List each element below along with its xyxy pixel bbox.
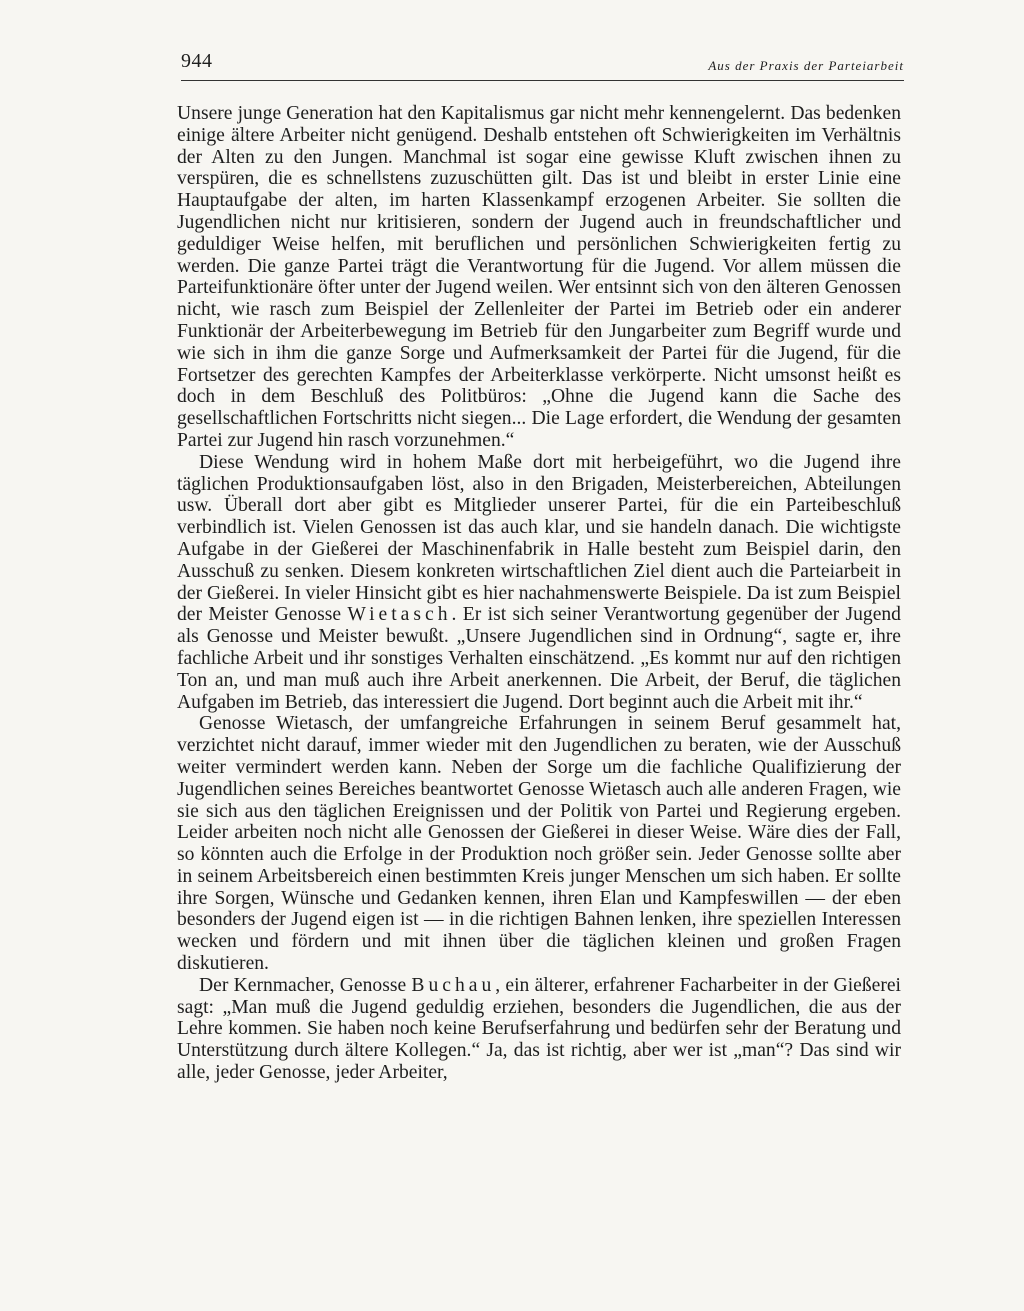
header-rule	[181, 80, 904, 81]
article-body	[177, 103, 901, 1084]
running-head: Aus der Praxis der Parteiarbeit	[708, 58, 904, 73]
name-wietasch: Wietasch	[347, 604, 452, 626]
paragraph-1: Unsere junge Generation hat den Kapitalismus gar nicht mehr kennengelernt. Das bedenken einige ältere Arbeiter nicht genügend. Deshalb entstehen oft Schwierigkeiten im Verhältnis der Alten zu den Jungen. Manchmal ist sogar eine gewisse Kluft zwischen ihnen zu verspüren, die es schnellstens zuzuschütten gilt. Das ist und bleibt in erster Linie eine Hauptaufgabe der alten, im harten Klassenkampf erzogenen Arbeiter. Sie sollten die Jugendlichen nicht nur kritisieren, sondern der Jugend auch in freundschaftlicher und geduldiger Weise helfen, mit beruflichen und persönlichen Schwierigkeiten fertig zu werden. Die ganze Partei trägt die Verantwortung für die Jugend. Vor allem müssen die Parteifunktionäre öfter unter der Jugend weilen. Wer entsinnt sich von den älteren Genossen nicht, wie rasch zum Beispiel der Zellenleiter der Partei im Betrieb oder ein anderer Funktionär der Arbeiterbewegung im Betrieb für den Jungarbeiter zum Begriff wurde und wie sich in ihm die ganze Sorge und Aufmerksamkeit der Partei für die Jugend, für die Fortsetzer des gerechten Kampfes der Arbeiterklasse verkörperte. Nicht umsonst heißt es doch in dem Beschluß des Politbüros: „Ohne die Jugend kann die Sache des gesellschaftlichen Fortschritts nicht siegen... Die Lage erfordert, die Wendung der gesamten Partei zur Jugend hin rasch vorzunehmen.“	[177, 103, 901, 451]
paragraph-2	[177, 452, 901, 714]
paragraph-3: Genosse Wietasch, der umfangreiche Erfahrungen in seinem Beruf gesammelt hat, verzichtet nicht darauf, immer wieder mit den Jugendlichen zu beraten, wie der Ausschuß weiter vermindert werden kann. Neben der Sorge um die fachliche Qualifizierung der Jugendlichen seines Bereiches beantwortet Genosse Wietasch auch alle anderen Fragen, wie sie sich aus den täglichen Ereignissen und der Politik von Partei und Regierung ergeben. Leider arbeiten noch nicht alle Genossen der Gießerei in dieser Weise. Wäre dies der Fall, so könnten auch die Erfolge in der Produktion noch größer sein. Jeder Genosse sollte aber in seinem Arbeitsbereich einen bestimmten Kreis junger Menschen um sich haben. Er sollte ihre Sorgen, Wünsche und Gedanken kennen, ihren Elan und Kampfeswillen — der eben besonders der Jugend eigen ist — in die richtigen Bahnen lenken, ihre speziellen Interessen wecken und fördern und mit ihnen über die täglichen kleinen und großen Fragen diskutieren.	[177, 713, 901, 975]
paragraph-2-text-a: Diese Wendung wird in hohem Maße dort mit herbeigeführt, wo die Jugend ihre täglichen Produktionsaufgaben löst, also in den Brigaden, Meisterbereichen, Abteilungen usw. Überall dort aber gibt es Mitglieder unserer Partei, für die ein Parteibeschluß verbindlich ist. Vielen Genossen ist das auch klar, und sie handeln danach. Die wichtigste Aufgabe in der Gießerei der Maschinenfabrik in Halle besteht zum Beispiel darin, den Ausschuß zu senken. Diesem konkreten wirtschaftlichen Ziel dient auch die Parteiarbeit in der Gießerei. In vieler Hinsicht gibt es hier nachahmenswerte Beispiele. Da ist zum Beispiel der Meister Genosse	[177, 451, 901, 626]
name-buchau: Buchau	[411, 974, 496, 996]
paragraph-2-text-b: . Er ist sich seiner Verantwortung gegenüber der Jugend als Genosse und Meister bewußt. „Unsere Jugendlichen sind in Ordnung“, sagte er, ihre fachliche Arbeit und ihr sonstiges Verhalten einschätzend. „Es kommt nur auf den richtigen Ton an, und man muß auch ihre Arbeit anerkennen. Die Arbeit, der Beruf, die täglichen Aufgaben im Betrieb, das interessiert die Jugend. Dort beginnt auch die Arbeit mit ihr.“	[177, 604, 901, 713]
page-number: 944	[181, 50, 213, 72]
paragraph-4-text-b: , ein älterer, erfahrener Facharbeiter in der Gießerei sagt: „Man muß die Jugend geduldig erziehen, besonders die Jugendlichen, die aus der Lehre kommen. Sie haben noch keine Berufserfahrung und bedürfen sehr der Beratung und Unterstützung durch ältere Kollegen.“ Ja, das ist richtig, aber wer ist „man“? Das sind wir alle, jeder Genosse, jeder Arbeiter,	[177, 974, 901, 1084]
paragraph-4-text-a: Der Kernmacher, Genosse	[199, 974, 412, 996]
paragraph-4	[177, 975, 901, 1084]
